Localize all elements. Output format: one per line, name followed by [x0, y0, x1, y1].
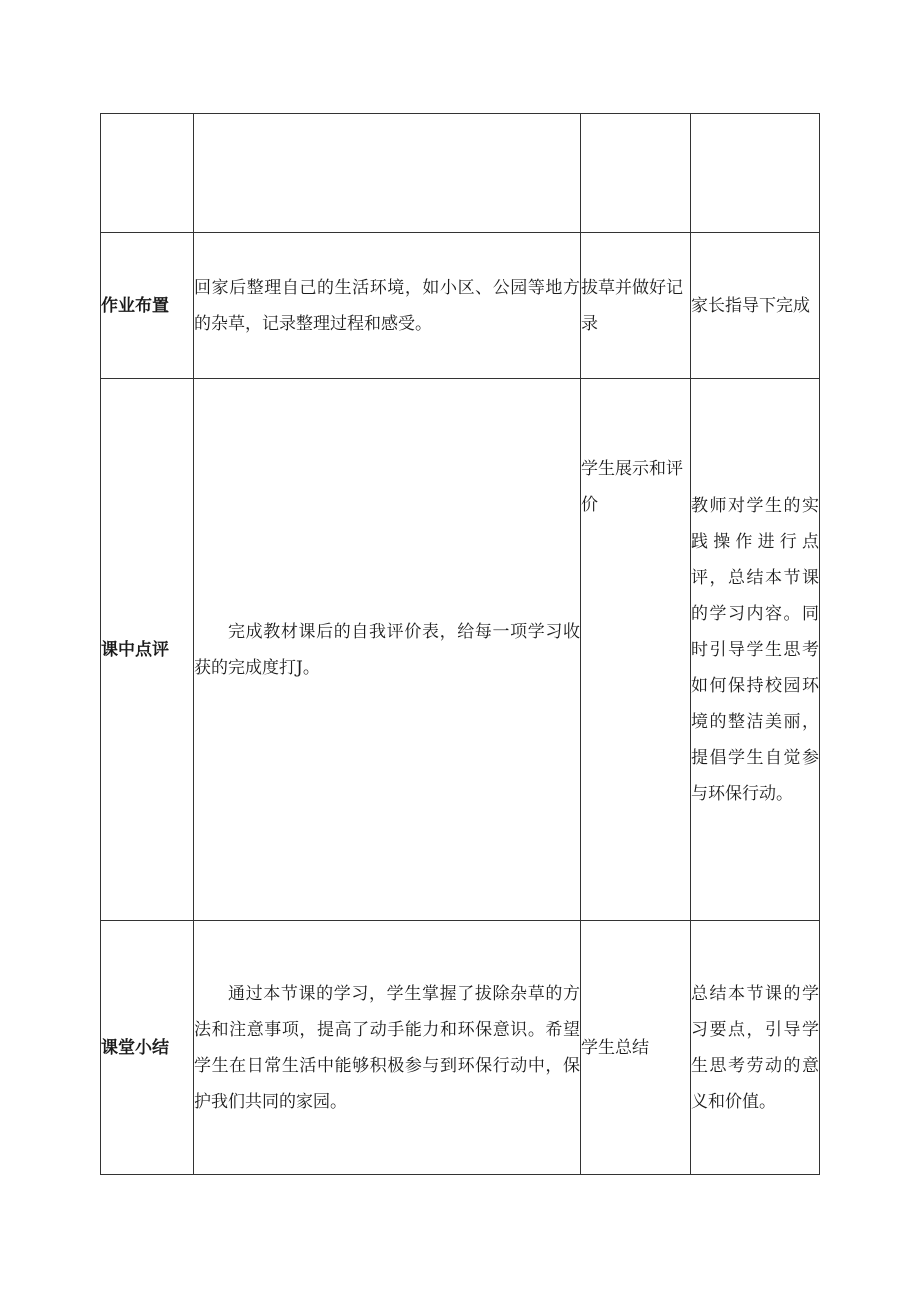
teacher-activity: 教师对学生的实践操作进行点评，总结本节课的学习内容。同时引导学生思考如何保持校园环境的整洁美丽，提倡学生自觉参与环保行动。: [691, 379, 820, 921]
row-label: 课中点评: [101, 379, 194, 921]
activity-content: 回家后整理自己的生活环境，如小区、公园等地方的杂草，记录整理过程和感受。: [194, 233, 581, 379]
activity-content: [194, 114, 581, 233]
teacher-activity: [691, 114, 820, 233]
row-label: [101, 114, 194, 233]
teacher-activity: 家长指导下完成: [691, 233, 820, 379]
table-row: [101, 233, 820, 379]
student-activity: 拔草并做好记录: [581, 233, 691, 379]
activity-content: 完成教材课后的自我评价表，给每一项学习收获的完成度打J。: [194, 379, 581, 921]
table-row: [101, 114, 820, 233]
table-row: [101, 379, 820, 921]
row-label: 作业布置: [101, 233, 194, 379]
student-activity: [581, 114, 691, 233]
lesson-plan-table: [100, 113, 820, 1175]
row-label: 课堂小结: [101, 921, 194, 1175]
student-activity: 学生总结: [581, 921, 691, 1175]
teacher-activity: 总结本节课的学习要点，引导学生思考劳动的意义和价值。: [691, 921, 820, 1175]
table-row: [101, 921, 820, 1175]
student-activity: 学生展示和评价: [581, 379, 691, 921]
activity-content: 通过本节课的学习，学生掌握了拔除杂草的方法和注意事项，提高了动手能力和环保意识。希望学生在日常生活中能够积极参与到环保行动中，保护我们共同的家园。: [194, 921, 581, 1175]
